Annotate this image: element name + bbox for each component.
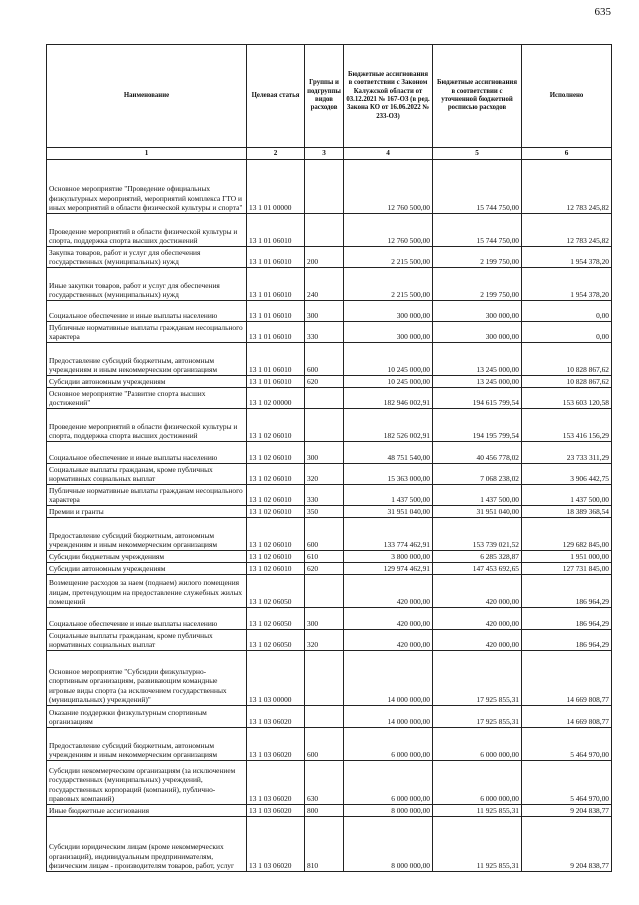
row-name: Оказание поддержки физкультурным спортивным организациям xyxy=(47,706,247,728)
table-row xyxy=(47,563,612,575)
row-code: 13 1 03 06020 xyxy=(247,761,305,805)
row-executed: 9 204 838,77 xyxy=(522,805,612,817)
row-refined: 17 925 855,31 xyxy=(433,706,522,728)
row-code: 13 1 01 06010 xyxy=(247,247,305,268)
row-name: Основное мероприятие "Проведение официальных физкультурных мероприятий, мероприятий комплекса ГТО и иных мероприятий в области физической культуры и спорта" xyxy=(47,160,247,214)
row-code: 13 1 02 06050 xyxy=(247,630,305,651)
row-code: 13 1 01 00000 xyxy=(247,160,305,214)
row-name: Социальное обеспечение и иные выплаты населению xyxy=(47,608,247,630)
row-executed: 186 964,29 xyxy=(522,630,612,651)
table-body xyxy=(47,160,612,872)
table-row xyxy=(47,551,612,563)
row-code: 13 1 03 00000 xyxy=(247,651,305,706)
row-executed: 10 828 867,62 xyxy=(522,376,612,388)
row-executed: 153 603 120,58 xyxy=(522,388,612,409)
row-group: 630 xyxy=(305,761,344,805)
row-executed: 14 669 808,77 xyxy=(522,706,612,728)
row-refined: 6 000 000,00 xyxy=(433,728,522,761)
row-executed: 1 954 378,20 xyxy=(522,268,612,301)
table-row xyxy=(47,376,612,388)
row-name: Субсидии автономным учреждениям xyxy=(47,376,247,388)
row-refined: 6 000 000,00 xyxy=(433,761,522,805)
row-group: 320 xyxy=(305,464,344,485)
row-code: 13 1 02 06010 xyxy=(247,518,305,551)
col-header-budget: Бюджетные ассигнования в соответствии с Законом Калужской области от 03.12.2021 № 167-ОЗ (в ред. Закона КО от 16.06.2022 № 233-ОЗ) xyxy=(344,45,433,148)
row-name: Иные бюджетные ассигнования xyxy=(47,805,247,817)
row-group: 200 xyxy=(305,247,344,268)
row-code: 13 1 02 06010 xyxy=(247,485,305,506)
row-code: 13 1 02 06050 xyxy=(247,575,305,608)
col-number: 5 xyxy=(433,148,522,160)
row-name: Субсидии бюджетным учреждениям xyxy=(47,551,247,563)
row-group: 300 xyxy=(305,301,344,322)
row-code: 13 1 02 06010 xyxy=(247,409,305,442)
row-executed: 153 416 156,29 xyxy=(522,409,612,442)
row-name: Публичные нормативные выплаты гражданам несоциального характера xyxy=(47,322,247,343)
col-header-name: Наименование xyxy=(47,45,247,148)
col-number: 6 xyxy=(522,148,612,160)
row-budget: 300 000,00 xyxy=(344,301,433,322)
row-refined: 420 000,00 xyxy=(433,575,522,608)
budget-table xyxy=(46,44,612,872)
row-group: 600 xyxy=(305,518,344,551)
row-refined: 11 925 855,31 xyxy=(433,817,522,872)
row-budget: 8 000 000,00 xyxy=(344,805,433,817)
row-code: 13 1 03 06020 xyxy=(247,728,305,761)
col-number: 4 xyxy=(344,148,433,160)
row-group: 300 xyxy=(305,608,344,630)
row-budget: 10 245 000,00 xyxy=(344,343,433,376)
row-group: 600 xyxy=(305,343,344,376)
row-code: 13 1 03 06020 xyxy=(247,805,305,817)
row-executed: 5 464 970,00 xyxy=(522,761,612,805)
col-header-group: Группы и подгруппы видов расходов xyxy=(305,45,344,148)
row-group: 240 xyxy=(305,268,344,301)
row-budget: 420 000,00 xyxy=(344,630,433,651)
row-group: 600 xyxy=(305,728,344,761)
row-refined: 6 285 328,87 xyxy=(433,551,522,563)
row-group: 350 xyxy=(305,506,344,518)
row-group: 620 xyxy=(305,563,344,575)
table-row xyxy=(47,485,612,506)
row-executed: 0,00 xyxy=(522,322,612,343)
row-name: Премии и гранты xyxy=(47,506,247,518)
row-refined: 13 245 000,00 xyxy=(433,376,522,388)
row-budget: 2 215 500,00 xyxy=(344,268,433,301)
row-budget: 14 000 000,00 xyxy=(344,706,433,728)
row-group xyxy=(305,651,344,706)
row-executed: 18 389 368,54 xyxy=(522,506,612,518)
row-budget: 6 000 000,00 xyxy=(344,728,433,761)
table-row xyxy=(47,506,612,518)
row-group xyxy=(305,160,344,214)
row-group xyxy=(305,388,344,409)
row-name: Публичные нормативные выплаты гражданам несоциального характера xyxy=(47,485,247,506)
row-name: Социальные выплаты гражданам, кроме публичных нормативных социальных выплат xyxy=(47,464,247,485)
row-name: Социальные выплаты гражданам, кроме публичных нормативных социальных выплат xyxy=(47,630,247,651)
row-name: Предоставление субсидий бюджетным, автономным учреждениям и иным некоммерческим организациям xyxy=(47,728,247,761)
table-row xyxy=(47,805,612,817)
row-refined: 194 195 799,54 xyxy=(433,409,522,442)
row-budget: 31 951 040,00 xyxy=(344,506,433,518)
row-name: Закупка товаров, работ и услуг для обеспечения государственных (муниципальных) нужд xyxy=(47,247,247,268)
row-code: 13 1 02 06010 xyxy=(247,506,305,518)
row-budget: 182 526 002,91 xyxy=(344,409,433,442)
row-executed: 9 204 838,77 xyxy=(522,817,612,872)
row-budget: 2 215 500,00 xyxy=(344,247,433,268)
row-executed: 3 906 442,75 xyxy=(522,464,612,485)
row-refined: 420 000,00 xyxy=(433,608,522,630)
row-budget: 10 245 000,00 xyxy=(344,376,433,388)
col-header-refined: Бюджетные ассигнования в соответствии с уточненной бюджетной росписью расходов xyxy=(433,45,522,148)
col-header-executed: Исполнено xyxy=(522,45,612,148)
row-budget: 300 000,00 xyxy=(344,322,433,343)
row-group xyxy=(305,706,344,728)
row-group xyxy=(305,409,344,442)
col-header-code: Целевая статья xyxy=(247,45,305,148)
row-budget: 12 760 500,00 xyxy=(344,214,433,247)
row-code: 13 1 01 06010 xyxy=(247,343,305,376)
row-budget: 420 000,00 xyxy=(344,608,433,630)
row-name: Социальное обеспечение и иные выплаты населению xyxy=(47,442,247,464)
row-budget: 133 774 462,91 xyxy=(344,518,433,551)
table-row xyxy=(47,761,612,805)
row-budget: 182 946 002,91 xyxy=(344,388,433,409)
row-budget: 14 000 000,00 xyxy=(344,651,433,706)
row-code: 13 1 03 06020 xyxy=(247,817,305,872)
row-budget: 1 437 500,00 xyxy=(344,485,433,506)
table-row xyxy=(47,160,612,214)
row-group: 810 xyxy=(305,817,344,872)
row-refined: 31 951 040,00 xyxy=(433,506,522,518)
row-executed: 12 783 245,82 xyxy=(522,160,612,214)
row-refined: 147 453 692,65 xyxy=(433,563,522,575)
row-executed: 12 783 245,82 xyxy=(522,214,612,247)
table-row xyxy=(47,301,612,322)
row-name: Проведение мероприятий в области физической культуры и спорта, поддержка спорта высших достижений xyxy=(47,409,247,442)
row-code: 13 1 01 06010 xyxy=(247,214,305,247)
row-refined: 17 925 855,31 xyxy=(433,651,522,706)
row-executed: 186 964,29 xyxy=(522,575,612,608)
row-budget: 48 751 540,00 xyxy=(344,442,433,464)
row-refined: 300 000,00 xyxy=(433,301,522,322)
row-code: 13 1 01 06010 xyxy=(247,268,305,301)
row-name: Субсидии юридическим лицам (кроме некоммерческих организаций), индивидуальным предпринимателям, физическим лицам - производителям товаров, работ, услуг xyxy=(47,817,247,872)
row-executed: 0,00 xyxy=(522,301,612,322)
row-refined: 1 437 500,00 xyxy=(433,485,522,506)
row-refined: 7 068 238,02 xyxy=(433,464,522,485)
row-group: 620 xyxy=(305,376,344,388)
row-executed: 5 464 970,00 xyxy=(522,728,612,761)
row-refined: 15 744 750,00 xyxy=(433,160,522,214)
row-code: 13 1 02 06010 xyxy=(247,464,305,485)
row-group: 330 xyxy=(305,485,344,506)
row-executed: 14 669 808,77 xyxy=(522,651,612,706)
row-code: 13 1 02 06010 xyxy=(247,442,305,464)
row-name: Проведение мероприятий в области физической культуры и спорта, поддержка спорта высших достижений xyxy=(47,214,247,247)
row-executed: 1 954 378,20 xyxy=(522,247,612,268)
row-code: 13 1 01 06010 xyxy=(247,322,305,343)
table-row xyxy=(47,343,612,376)
row-refined: 153 739 021,52 xyxy=(433,518,522,551)
row-group: 320 xyxy=(305,630,344,651)
row-group: 610 xyxy=(305,551,344,563)
table-row xyxy=(47,464,612,485)
row-refined: 420 000,00 xyxy=(433,630,522,651)
row-budget: 12 760 500,00 xyxy=(344,160,433,214)
header-row xyxy=(47,45,612,148)
row-budget: 8 000 000,00 xyxy=(344,817,433,872)
row-name: Социальное обеспечение и иные выплаты населению xyxy=(47,301,247,322)
row-executed: 1 951 000,00 xyxy=(522,551,612,563)
table-row xyxy=(47,442,612,464)
row-refined: 2 199 750,00 xyxy=(433,247,522,268)
row-code: 13 1 01 06010 xyxy=(247,376,305,388)
row-executed: 129 682 845,00 xyxy=(522,518,612,551)
row-executed: 23 733 311,29 xyxy=(522,442,612,464)
row-refined: 13 245 000,00 xyxy=(433,343,522,376)
row-executed: 127 731 845,00 xyxy=(522,563,612,575)
table-row xyxy=(47,214,612,247)
table-row xyxy=(47,388,612,409)
row-budget: 3 800 000,00 xyxy=(344,551,433,563)
row-budget: 129 974 462,91 xyxy=(344,563,433,575)
row-name: Субсидии некоммерческим организациям (за исключением государственных (муниципальных) учреждений, государственных корпораций (компаний), публично-правовых компаний) xyxy=(47,761,247,805)
row-group: 800 xyxy=(305,805,344,817)
table-row xyxy=(47,247,612,268)
row-group xyxy=(305,575,344,608)
row-code: 13 1 02 06010 xyxy=(247,551,305,563)
table-row xyxy=(47,630,612,651)
row-name: Иные закупки товаров, работ и услуг для обеспечения государственных (муниципальных) нужд xyxy=(47,268,247,301)
row-group: 300 xyxy=(305,442,344,464)
col-number: 3 xyxy=(305,148,344,160)
row-code: 13 1 02 00000 xyxy=(247,388,305,409)
table-row xyxy=(47,409,612,442)
row-refined: 40 456 778,02 xyxy=(433,442,522,464)
table-row xyxy=(47,608,612,630)
table-row xyxy=(47,706,612,728)
row-group xyxy=(305,214,344,247)
row-group: 330 xyxy=(305,322,344,343)
row-refined: 11 925 855,31 xyxy=(433,805,522,817)
table-row xyxy=(47,651,612,706)
row-refined: 2 199 750,00 xyxy=(433,268,522,301)
page-number: 635 xyxy=(594,6,611,18)
col-number: 1 xyxy=(47,148,247,160)
col-number: 2 xyxy=(247,148,305,160)
row-name: Основное мероприятие "Развитие спорта высших достижений" xyxy=(47,388,247,409)
row-name: Основное мероприятие "Субсидии физкультурно-спортивным организациям, развивающим командные игровые виды спорта (за исключением государственных (муниципальных) учреждений)" xyxy=(47,651,247,706)
row-budget: 420 000,00 xyxy=(344,575,433,608)
row-budget: 6 000 000,00 xyxy=(344,761,433,805)
row-code: 13 1 03 06020 xyxy=(247,706,305,728)
row-refined: 194 615 799,54 xyxy=(433,388,522,409)
table-row xyxy=(47,518,612,551)
table-row xyxy=(47,322,612,343)
table-row xyxy=(47,575,612,608)
row-code: 13 1 02 06010 xyxy=(247,563,305,575)
row-name: Предоставление субсидий бюджетным, автономным учреждениям и иным некоммерческим организациям xyxy=(47,343,247,376)
row-code: 13 1 02 06050 xyxy=(247,608,305,630)
row-name: Возмещение расходов за наем (поднаем) жилого помещения лицам, претендующим на предоставление служебных жилых помещений xyxy=(47,575,247,608)
row-refined: 15 744 750,00 xyxy=(433,214,522,247)
table-row xyxy=(47,268,612,301)
row-executed: 186 964,29 xyxy=(522,608,612,630)
row-executed: 10 828 867,62 xyxy=(522,343,612,376)
row-executed: 1 437 500,00 xyxy=(522,485,612,506)
row-name: Субсидии автономным учреждениям xyxy=(47,563,247,575)
table-row xyxy=(47,817,612,872)
table-row xyxy=(47,728,612,761)
row-refined: 300 000,00 xyxy=(433,322,522,343)
column-number-row xyxy=(47,148,612,160)
row-code: 13 1 01 06010 xyxy=(247,301,305,322)
row-name: Предоставление субсидий бюджетным, автономным учреждениям и иным некоммерческим организациям xyxy=(47,518,247,551)
row-budget: 15 363 000,00 xyxy=(344,464,433,485)
